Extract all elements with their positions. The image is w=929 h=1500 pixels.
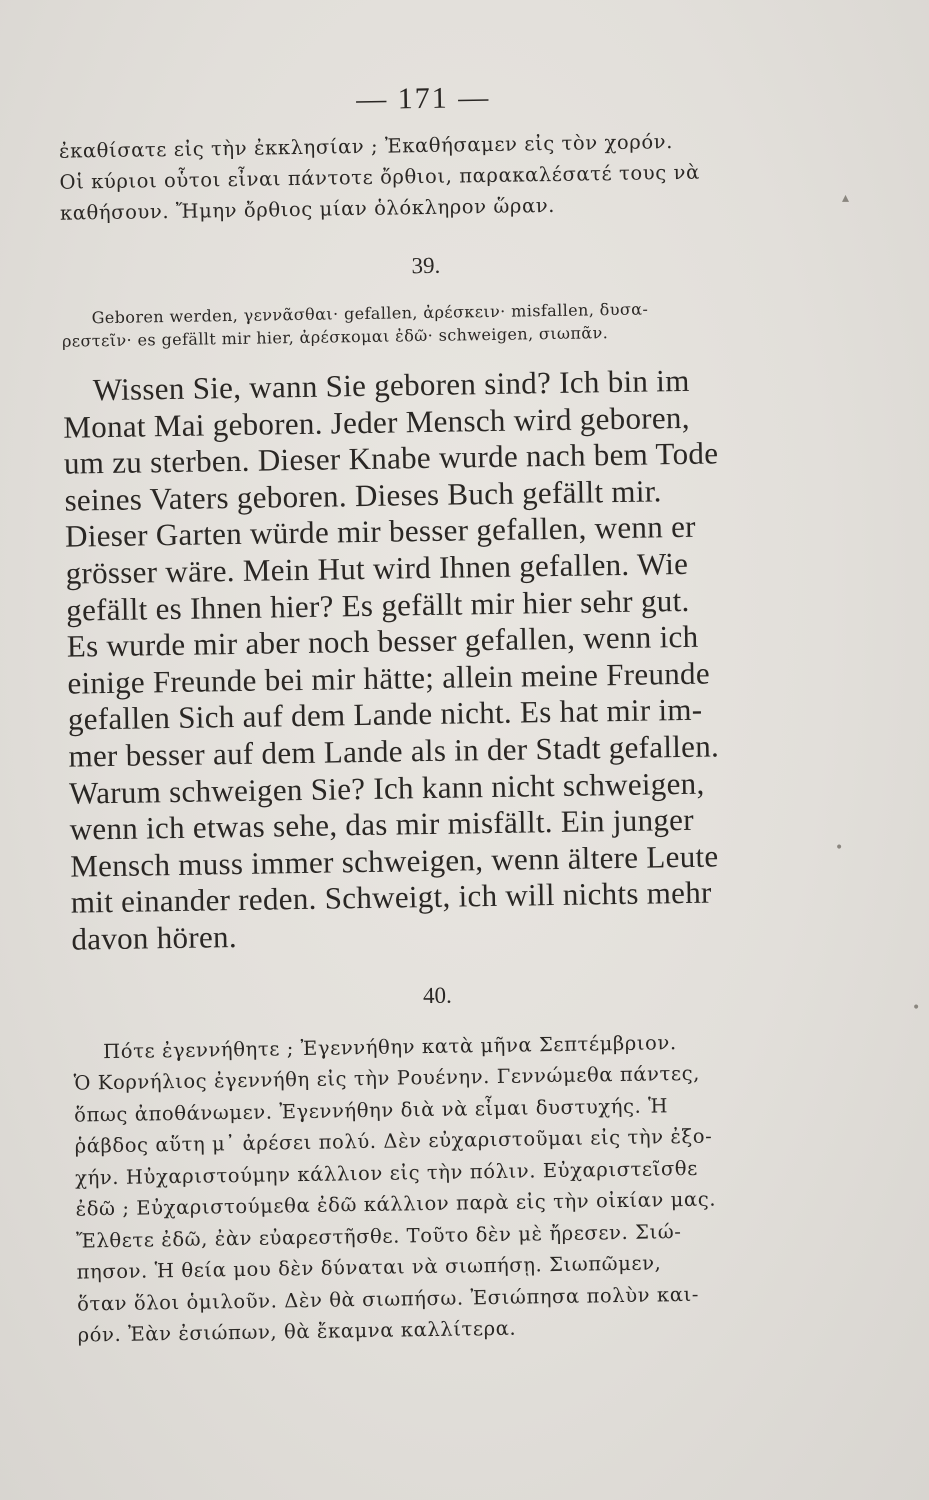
text-line: Οἱ κύριοι οὗτοι εἶναι πάντοτε ὄρθιοι, παρακαλέσατέ τους νὰ bbox=[59, 160, 700, 194]
vocab-line: ρεστεῖν· es gefällt mir hier, ἀρέσκομαι ἐδῶ· schweigen, σιωπᾶν. bbox=[61, 323, 609, 351]
greek-exercise-paragraph bbox=[73, 1025, 808, 1351]
text-line: davon hören. bbox=[71, 918, 238, 957]
text-line: Ἔλθετε ἐδῶ, ἐὰν εὐαρεστῆσθε. Τοῦτο δὲν μὲ ἤρεσεν. Σιώ- bbox=[75, 1219, 682, 1253]
text-line: Πότε ἐγεννήθητε ; Ἐγεννήθην κατὰ μῆνα Σεπτέμβριον. bbox=[103, 1030, 677, 1063]
speck-mark: • bbox=[912, 1000, 921, 1016]
vocab-line: Geboren werden, γεννᾶσθαι· gefallen, ἀρέσκειν· misfallen, δυσα- bbox=[91, 299, 649, 328]
speck-mark: • bbox=[835, 840, 844, 856]
text-line: ὅταν ὅλοι ὁμιλοῦν. Δὲν θὰ σιωπήσω. Ἐσιώπησα πολὺν και- bbox=[76, 1282, 700, 1316]
text-line: mit einander reden. Schweigt, ich will nichts mehr bbox=[70, 874, 712, 920]
german-exercise-paragraph bbox=[63, 361, 802, 958]
top-greek-paragraph bbox=[59, 124, 790, 228]
text-line: καθήσουν. Ἤμην ὄρθιος μίαν ὁλόκληρον ὥραν. bbox=[59, 193, 556, 225]
page-content bbox=[58, 76, 808, 1351]
text-line: einige Freunde bei mir hätte; allein meine Freunde bbox=[67, 655, 711, 701]
text-line: Wissen Sie, wann Sie geboren sind? Ich bin im bbox=[92, 362, 690, 408]
text-line: Warum schweigen Sie? Ich kann nicht schweigen, bbox=[68, 765, 705, 811]
text-line: ὅπως ἀποθάνωμεν. Ἐγεννήθην διὰ νὰ εἶμαι δυστυχής. Ἡ bbox=[73, 1093, 669, 1127]
page-number: — 171 — bbox=[356, 80, 491, 117]
section-number-40: 40. bbox=[422, 982, 452, 1008]
text-line: ἐδῶ ; Εὐχαριστούμεθα ἐδῶ κάλλιον παρὰ εἰς τὴν οἰκίαν μας. bbox=[75, 1187, 717, 1221]
text-line: gefällt es Ihnen hier? Es gefällt mir hier sehr gut. bbox=[65, 582, 690, 628]
text-line: um zu sterben. Dieser Knabe wurde nach bem Tode bbox=[63, 435, 719, 481]
vocabulary-note bbox=[61, 295, 792, 352]
text-line: Monat Mai geboren. Jeder Mensch wird geboren, bbox=[63, 399, 691, 445]
section-number-39: 39. bbox=[411, 252, 441, 279]
text-line: χήν. Ηὐχαριστούμην κάλλιον εἰς τὴν πόλιν. Εὐχαριστεῖσθε bbox=[74, 1156, 698, 1190]
text-line: ρόν. Ἐὰν ἐσιώπων, θὰ ἔκαμνα καλλίτερα. bbox=[77, 1316, 517, 1347]
text-line: seines Vaters geboren. Dieses Buch gefällt mir. bbox=[64, 473, 662, 518]
text-line: gefallen Sich auf dem Lande nicht. Es hat mir im- bbox=[67, 692, 703, 737]
speck-mark: ▴ bbox=[842, 190, 850, 206]
text-line: πησον. Ἡ θεία μου δὲν δύναται νὰ σιωπήσῃ. Σιωπῶμεν, bbox=[76, 1251, 662, 1284]
text-line: Ὁ Κορνήλιος ἐγεννήθη εἰς τὴν Ρουένην. Γεννώμεθα πάντες, bbox=[73, 1061, 701, 1095]
text-line: Mensch muss immer schweigen, wenn ältere Leute bbox=[69, 838, 719, 884]
text-line: mer besser auf dem Lande als in der Stadt gefallen. bbox=[68, 728, 720, 774]
text-line: wenn ich etwas sehe, das mir misfällt. Ein junger bbox=[69, 801, 695, 847]
text-line: grösser wäre. Mein Hut wird Ihnen gefallen. Wie bbox=[65, 545, 689, 591]
text-line: ῥάβδος αὕτη μ᾿ ἀρέσει πολύ. Δὲν εὐχαριστοῦμαι εἰς τὴν ἐξο- bbox=[74, 1124, 713, 1158]
text-line: Dieser Garten würde mir besser gefallen, wenn er bbox=[64, 509, 696, 555]
text-line: Es wurde mir aber noch besser gefallen, wenn ich bbox=[66, 618, 699, 664]
text-line: ἐκαθίσατε εἰς τὴν ἐκκλησίαν ; Ἐκαθήσαμεν εἰς τὸν χορόν. bbox=[58, 130, 674, 163]
